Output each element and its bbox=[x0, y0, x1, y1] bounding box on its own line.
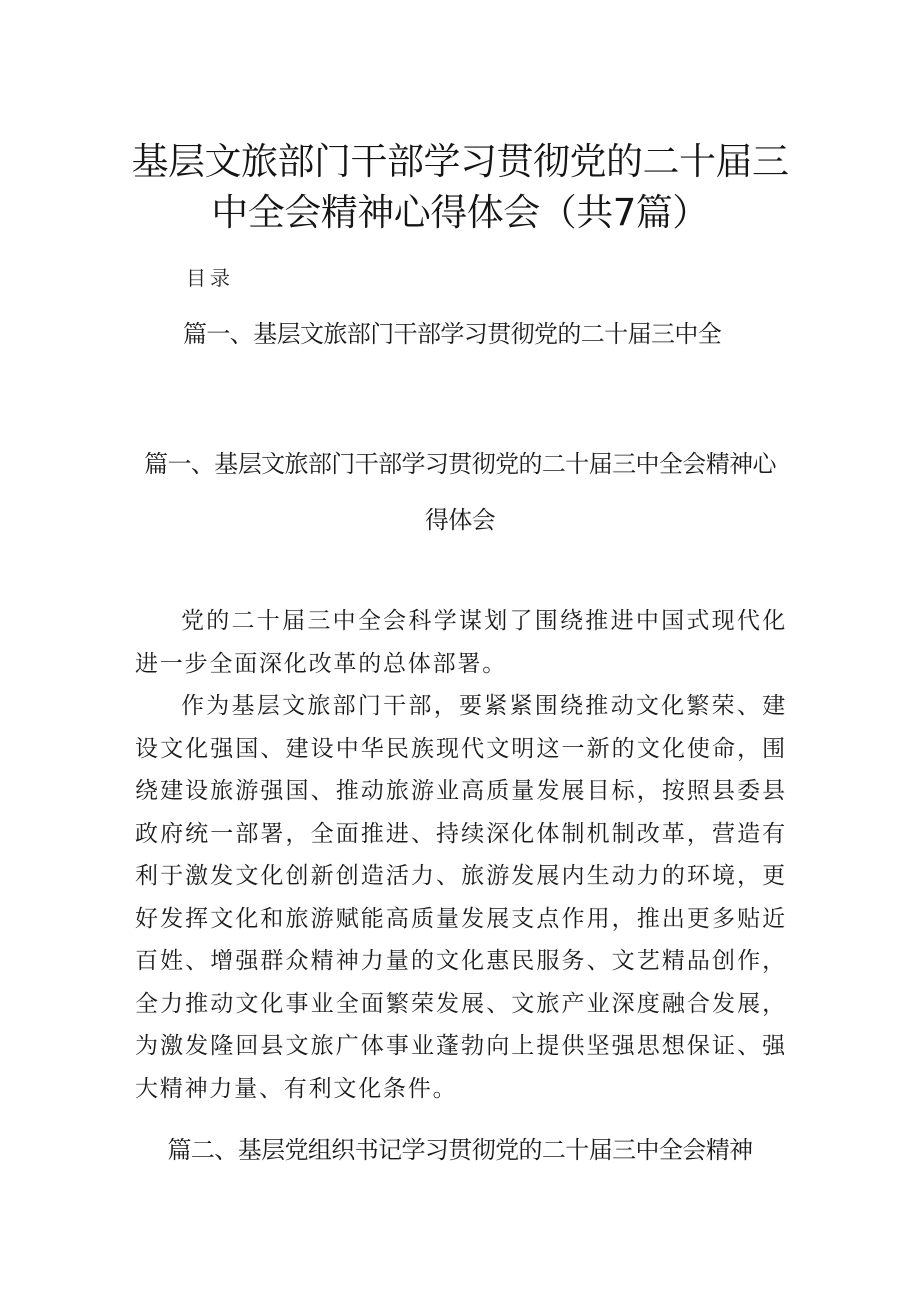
section-1-heading: 篇一、基层文旅部门干部学习贯彻党的二十届三中全会精神心得体会 bbox=[144, 450, 776, 534]
toc-label: 目录 bbox=[186, 266, 234, 290]
toc-item-1[interactable]: 篇一、基层文旅部门干部学习贯彻党的二十届三中全 bbox=[183, 320, 722, 348]
paragraph-1: 党的二十届三中全会科学谋划了围绕推进中国式现代化进一步全面深化改革的总体部署。 bbox=[135, 608, 787, 677]
document-title bbox=[130, 136, 790, 238]
section-1-body bbox=[135, 600, 787, 1110]
document-title-text: 基层文旅部门干部学习贯彻党的二十届三中全会精神心得体会（共7篇） bbox=[131, 140, 789, 234]
section-2-heading: 篇二、基层党组织书记学习贯彻党的二十届三中全会精神 bbox=[167, 1136, 753, 1164]
paragraph-2: 作为基层文旅部门干部，要紧紧围绕推动文化繁荣、建设文化强国、建设中华民族现代文明这一新的文化使命，围绕建设旅游强国、推动旅游业高质量发展目标，按照县委县政府统一部署，全面推进、持续深化体制机制改革，营造有利于激发文化创新创造活力、旅游发展内生动力的环境，更好发挥文化和旅游赋能高质量发展支点作用，推出更多贴近百姓、增强群众精神力量的文化惠民服务、文艺精品创作，全力推动文化事业全面繁荣发展、文旅产业深度融合发展，为激发隆回县文旅广体事业蓬勃向上提供坚强思想保证、强大精神力量、有利文化条件。 bbox=[135, 693, 787, 1102]
